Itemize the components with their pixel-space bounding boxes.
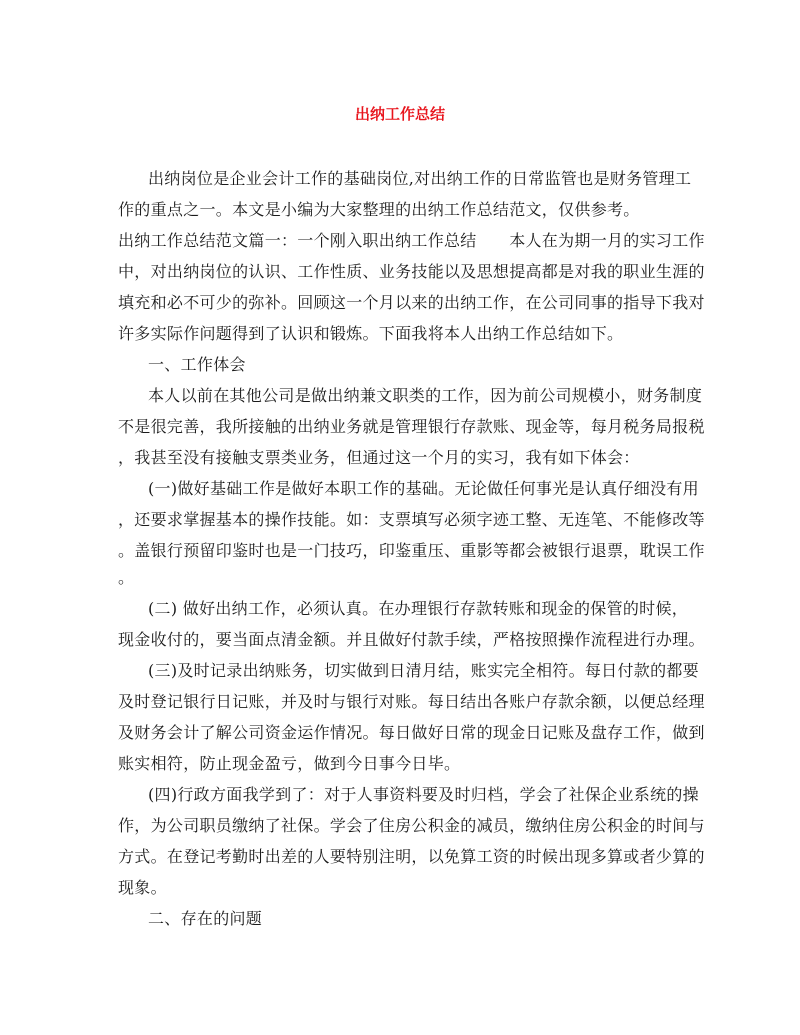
paragraph-line: 及财务会计了解公司资金运作情况。每日做好日常的现金日记账及盘存工作，做到 <box>118 723 705 742</box>
paragraph-line: (一)做好基础工作是做好本职工作的基础。无论做任何事光是认真仔细没有用 <box>148 479 699 498</box>
paragraph-line: 不是很完善，我所接触的出纳业务就是管理银行存款账、现金等，每月税务局报税 <box>118 417 705 436</box>
section-heading: 一、工作体会 <box>148 355 246 374</box>
paragraph-line: (四)行政方面我学到了：对于人事资料要及时归档，学会了社保企业系统的操 <box>148 785 699 804</box>
paragraph-line: 作，为公司职员缴纳了社保。学会了住房公积金的减员，缴纳住房公积金的时间与 <box>118 816 705 835</box>
paragraph-line: 。 <box>118 568 135 587</box>
paragraph-line: 。盖银行预留印鉴时也是一门技巧，印鉴重压、重影等都会被银行退票，耽误工作 <box>118 541 705 560</box>
paragraph-line: 出纳工作总结范文篇一：一个刚入职出纳工作总结 本人在为期一月的实习工作 <box>118 231 705 250</box>
section-heading: 二、存在的问题 <box>148 909 263 928</box>
paragraph-line: 及时登记银行日记账，并及时与银行对账。每日结出各账户存款余额，以便总经理 <box>118 692 705 711</box>
paragraph-line: 许多实际作问题得到了认识和锻炼。下面我将本人出纳工作总结如下。 <box>118 324 624 343</box>
paragraph-line: 方式。在登记考勤时出差的人要特别注明，以免算工资的时候出现多算或者少算的 <box>118 847 705 866</box>
paragraph-line: 现象。 <box>118 878 167 897</box>
paragraph-line: 作的重点之一。本文是小编为大家整理的出纳工作总结范文，仅供参考。 <box>118 200 640 219</box>
paragraph-line: 本人以前在其他公司是做出纳兼文职类的工作，因为前公司规模小，财务制度 <box>148 386 703 405</box>
paragraph-line: 现金收付的，要当面点清金额。并且做好付款手续，严格按照操作流程进行办理。 <box>118 630 705 649</box>
paragraph-line: (二) 做好出纳工作，必须认真。在办理银行存款转账和现金的保管的时候， <box>148 599 689 618</box>
paragraph-line: 填充和必不可少的弥补。回顾这一个月以来的出纳工作，在公司同事的指导下我对 <box>118 293 705 312</box>
document-title: 出纳工作总结 <box>354 105 445 123</box>
paragraph-line: 中，对出纳岗位的认识、工作性质、业务技能以及思想提高都是对我的职业生涯的 <box>118 262 705 281</box>
paragraph-line: 出纳岗位是企业会计工作的基础岗位,对出纳工作的日常监管也是财务管理工 <box>148 169 692 188</box>
paragraph-line: (三)及时记录出纳账务，切实做到日清月结，账实完全相符。每日付款的都要 <box>148 661 699 680</box>
paragraph-line: ，我甚至没有接触支票类业务，但通过这一个月的实习，我有如下体会： <box>118 448 640 467</box>
paragraph-line: 账实相符，防止现金盈亏，做到今日事今日毕。 <box>118 754 461 773</box>
paragraph-line: ，还要求掌握基本的操作技能。如：支票填写必须字迹工整、无连笔、不能修改等 <box>118 510 705 529</box>
